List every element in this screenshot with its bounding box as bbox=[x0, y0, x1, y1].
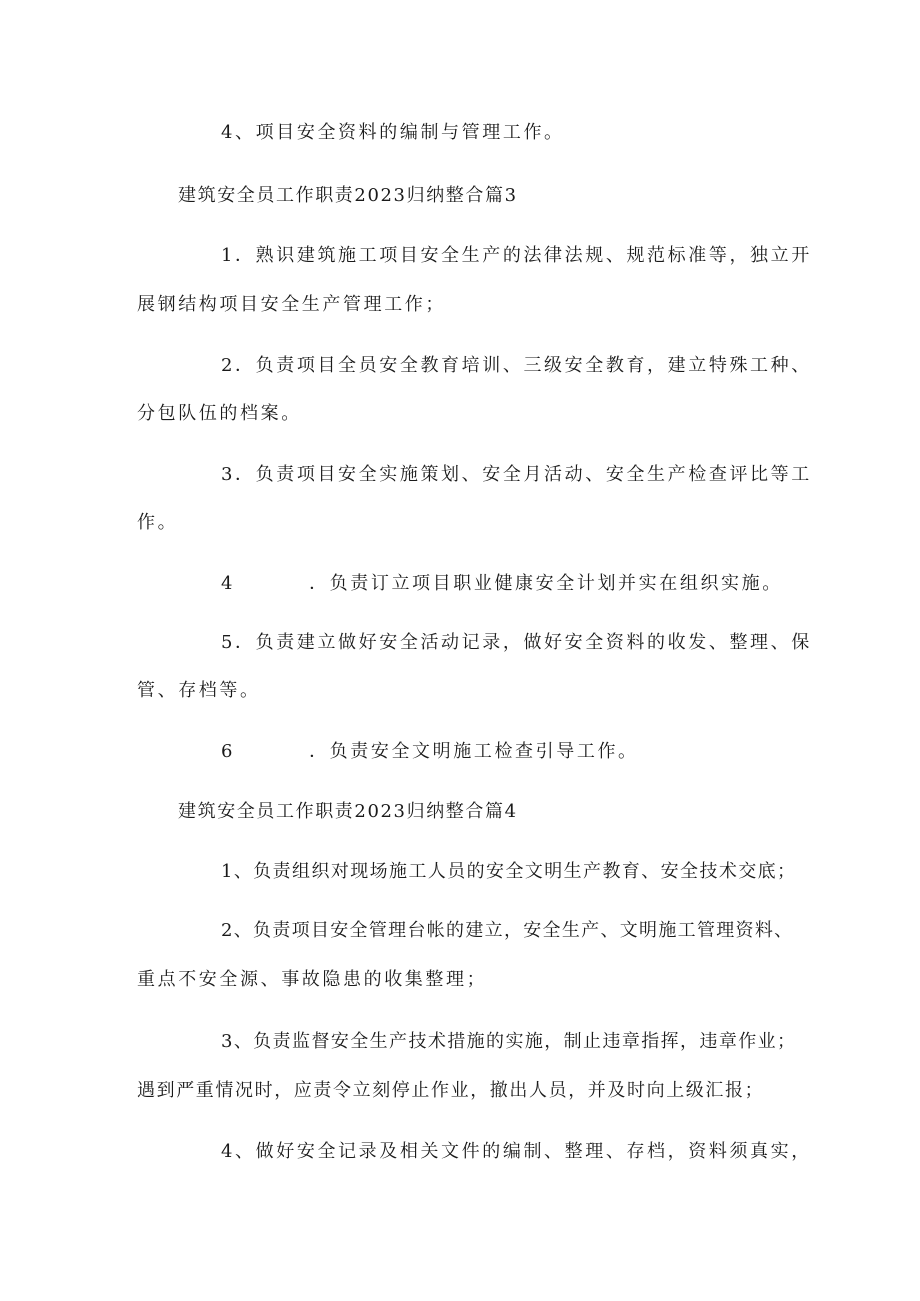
paragraph-line: 1、负责组织对现场施工人员的安全文明生产教育、安全技术交底； bbox=[221, 861, 797, 882]
item-text: ．负责订立项目职业健康安全计划并实在组织实施。 bbox=[309, 573, 783, 594]
item-text: ．负责安全文明施工检查引导工作。 bbox=[309, 741, 639, 762]
section-heading: 建筑安全员工作职责2023归纳整合篇3 bbox=[178, 185, 518, 206]
paragraph-line bbox=[221, 740, 639, 764]
paragraph-line: 管、存档等。 bbox=[137, 680, 261, 701]
paragraph-line: 1．熟识建筑施工项目安全生产的法律法规、规范标准等，独立开 bbox=[221, 245, 812, 266]
paragraph-line bbox=[221, 572, 783, 596]
paragraph-line: 遇到严重情况时，应责令立刻停止作业，撤出人员，并及时向上级汇报； bbox=[137, 1080, 765, 1101]
paragraph-line: 4、项目安全资料的编制与管理工作。 bbox=[221, 122, 565, 143]
paragraph-line: 5．负责建立做好安全活动记录，做好安全资料的收发、整理、保 bbox=[221, 632, 812, 653]
paragraph-line: 重点不安全源、事故隐患的收集整理； bbox=[137, 969, 488, 990]
paragraph-line: 2、负责项目安全管理台帐的建立，安全生产、文明施工管理资料、 bbox=[221, 920, 794, 941]
paragraph-line: 3、负责监督安全生产技术措施的实施，制止违章指挥，违章作业； bbox=[221, 1031, 797, 1052]
paragraph-line: 展钢结构项目安全生产管理工作； bbox=[137, 294, 446, 315]
paragraph-line: 3．负责项目安全实施策划、安全月活动、安全生产检查评比等工 bbox=[221, 464, 812, 485]
item-number: 4 bbox=[221, 573, 236, 594]
paragraph-line: 4、做好安全记录及相关文件的编制、整理、存档，资料须真实， bbox=[221, 1141, 812, 1162]
item-number: 6 bbox=[221, 741, 236, 762]
section-heading: 建筑安全员工作职责2023归纳整合篇4 bbox=[178, 801, 518, 822]
paragraph-line: 分包队伍的档案。 bbox=[137, 403, 302, 424]
paragraph-line: 作。 bbox=[137, 512, 179, 533]
paragraph-line: 2．负责项目全员安全教育培训、三级安全教育，建立特殊工种、 bbox=[221, 355, 812, 376]
